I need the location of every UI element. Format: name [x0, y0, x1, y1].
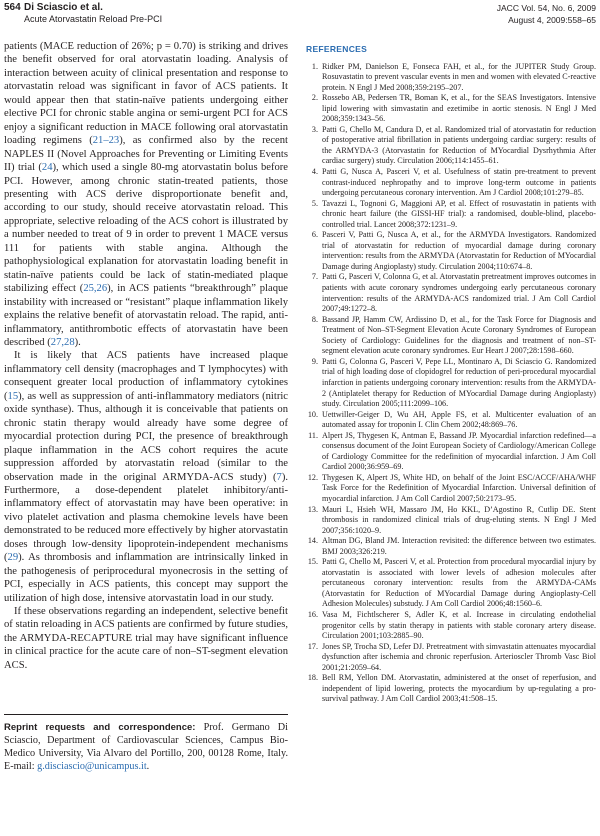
reference-number: 15.: [307, 557, 318, 567]
reprint-address: Prof. Germano Di Sciascio, Department of Cardiovascular Sciences, Campus Bio-Medico University, Via Alvaro del Portillo, 200, 00128 Rome, Italy. E-mail:: [4, 722, 288, 772]
reprint-label: Reprint requests and correspondence:: [4, 722, 196, 733]
body-text: ).: [74, 336, 81, 348]
reference-item: [306, 315, 596, 357]
reference-item: [306, 62, 596, 94]
reference-text: Bell RM, Yellon DM. Atorvastatin, administered at the onset of reperfusion, and independent of lipid lowering, protects the myocardium by up-regulating a pro-survival pathway. J Am Coll Cardiol 2003;41:508–15.: [322, 673, 596, 704]
reference-item: [306, 673, 596, 705]
citation-link[interactable]: 25,26: [83, 283, 108, 295]
reference-text: Altman DG, Bland JM. Interaction revisited: the difference between two estimates. BMJ 2003;326:219.: [322, 536, 596, 556]
reference-text: Alpert JS, Thygesen K, Antman E, Bassand JP. Myocardial infarction redefined—a consensus document of the Joint European Society of Cardiology/American College of Cardiology Committee for the redefinition of myocardial infarction. J Am Coll Cardiol 2000;36:959–69.: [322, 430, 596, 472]
reference-item: [306, 272, 596, 314]
reference-text: Mauri L, Hsieh WH, Massaro JM, Ho KKL, D’Agostino R, Cutlip DE. Stent thrombosis in randomized clinical trials of drug-eluting stents. N Engl J Med 2007;356:1020–9.: [322, 504, 596, 535]
reference-number: 6.: [311, 230, 318, 240]
reference-item: [306, 431, 596, 473]
reference-number: 7.: [311, 272, 318, 282]
reprint-correspondence: [4, 714, 288, 773]
body-text-column: [4, 40, 288, 672]
reference-item: [306, 125, 596, 167]
email-link[interactable]: g.disciascio@unicampus.it: [37, 761, 147, 772]
reference-text: Vasa M, Fichtlscherer S, Adler K, et al. Increase in circulating endothelial progenitor cells by statin therapy in patients with stable coronary artery disease. Circulation 2001;103:2885–90.: [322, 609, 596, 641]
reference-text: Rossebo AB, Pedersen TR, Boman K, et al., for the SEAS Investigators. Intensive lipid lowering with simvastatin and ezetimibe in aortic stenosis. N Engl J Med 2008;359:1343–56.: [322, 93, 596, 124]
reference-item: [306, 357, 596, 410]
body-text: ). As thrombosis and inflammation are intrinsically linked in the pathogenesis of periprocedural myonecrosis in the setting of PCI, especially in ACS patients, this concept may support the utilization of high dose, intensive atorvastatin load in our study.: [4, 552, 288, 604]
citation-link[interactable]: 29: [7, 552, 19, 564]
reference-text: Patti G, Chello M, Candura D, et al. Randomized trial of atorvastatin for reduction of postoperative atrial fibrillation in patients undergoing cardiac surgery: results of the ARMYDA-3 (Atorvastatin for Reduction of MYocardial Dysrhythmia After cardiac surgery) study. Circulation 2006;114:1455–61.: [322, 124, 596, 166]
reference-number: 13.: [307, 504, 318, 514]
citation-link[interactable]: 21–23: [92, 135, 120, 147]
reference-number: 3.: [311, 124, 318, 134]
reference-item: [306, 199, 596, 231]
reference-text: Thygesen K, Alpert JS, White HD, on behalf of the Joint ESC/ACCF/AHA/WHF Task Force for the Redefinition of Myocardial Infarction. Universal definition of myocardial infarction. J Am Coll Cardiol 2007;50:2173–95.: [322, 472, 596, 503]
running-authors: Di Sciascio et al.: [24, 2, 103, 13]
body-paragraph: [4, 349, 288, 605]
journal-date-pages: August 4, 2009:558–65: [508, 15, 596, 25]
body-text: ). Furthermore, a dose-dependent platelet inhibitory/anti-inflammatory effect of atorvastatin may have been operative: in vivo platelet activation and plasma chemokine levels have been demonstrated to be reduced more effectively by higher atorvastatin doses through low-density lipoprotein-independent mechanisms (: [4, 471, 288, 564]
reference-item: [306, 93, 596, 125]
journal-volume: JACC Vol. 54, No. 6, 2009: [496, 3, 596, 13]
reference-item: [306, 410, 596, 431]
reference-text: Patti G, Chello M, Pasceri V, et al. Protection from procedural myocardial injury by atorvastatin is associated with lower levels of adhesion molecules after percutaneous coronary intervention: results from the ARMYDA-CAMs (Atorvastatin for Reduction of MYocardial Damage during Angioplasty-Cell Adhesion Molecules) substudy. J Am Coll Cardiol 2006;48:1560–6.: [322, 557, 596, 609]
reference-list: [306, 62, 596, 705]
reference-number: 16.: [307, 609, 318, 619]
reference-text: Jones SP, Trocha SD, Lefer DJ. Pretreatment with simvastatin attenuates myocardial dysfunction after ischemia and chronic reperfusion. Arterioscler Thromb Vasc Biol 2001;21:2059–64.: [322, 641, 596, 672]
body-paragraph: [4, 40, 288, 349]
reference-number: 10.: [307, 409, 318, 419]
body-text: It is likely that ACS patients have increased plaque inflammatory cell density (macrophages and T lymphocytes) with consequent greater local production of inflammatory cytokines (: [4, 350, 288, 402]
citation-link[interactable]: 27,28: [50, 336, 75, 348]
reference-item: [306, 167, 596, 199]
reference-item: [306, 536, 596, 557]
reference-number: 18.: [307, 673, 318, 683]
reference-number: 8.: [311, 314, 318, 324]
page-number: 564: [4, 2, 21, 13]
body-text: ), as confirmed also by the recent NAPLES II (Novel Approaches for Preventing or Limiting Events II) trial (: [4, 135, 288, 174]
reference-text: Bassand JP, Hamm CW, Ardissino D, et al., for the Task Force for Diagnosis and Treatment of Non–ST-Segment Elevation Acute Coronary Syndromes of European Society of Cardiology: Guidelines for the diagnosis and treatment of non–ST-segment elevation acute coronary syndromes. Eur Heart J 2007;28:1598–660.: [322, 314, 596, 356]
citation-link[interactable]: 15: [7, 390, 19, 402]
body-text: ), as well as suppression of anti-inflammatory mediators (nitric oxide synthase). Thus, although it is conceivable that patients on chronic statin therapy would already have some degree of myocardial protection during PCI, the presence of breakthrough plaque inflammation in the ACS cohort requires the acute suppression afforded by atorvastatin reload (similar to the observation made in the original ARMYDA-ACS study) (: [4, 390, 288, 483]
reference-text: Tavazzi L, Tognoni G, Maggioni AP, et al. Effect of rosuvastatin in patients with chronic heart failure (the GISSI-HF trial): a randomised, double-blind, placebo-controlled trial. Lancet 2008;372:1231–9.: [322, 198, 596, 229]
reference-item: [306, 505, 596, 537]
reference-text: Pasceri V, Patti G, Nusca A, et al., for the ARMYDA Investigators. Randomized trial of atorvastatin for reduction of myocardial damage during coronary intervention: results from the ARMYDA (Atorvastatin for Reduction of MYocardial Damage during Angioplasty) study. Circulation 2004;110:674–8.: [322, 230, 596, 271]
references-column: [306, 44, 596, 705]
reference-text: Uettwiller-Geiger D, Wu AH, Apple FS, et al. Multicenter evaluation of an automated assay for troponin I. Clin Chem 2002;48:869–76.: [322, 409, 596, 430]
reference-number: 1.: [311, 61, 318, 71]
body-text: ), in ACS patients “breakthrough” plaque instability with increased or “resistant” plaque inflammation likely explains the relative benefit of atorvastatin reload. The rapid, anti-inflammatory, antithrombotic effects of atorvastatin have been described (: [4, 283, 288, 348]
reference-number: 17.: [307, 641, 318, 651]
citation-link[interactable]: 7: [276, 471, 282, 483]
reference-item: [306, 557, 596, 610]
reference-text: Patti G, Colonna G, Pasceri V, Pepe LL, Montinaro A, Di Sciascio G. Randomized trial of high loading dose of clopidogrel for reduction of peri-procedural myocardial infarction in patients undergoing coronary intervention: results from the ARMYDA-2 (Antiplatelet therapy for Reduction of MYocardial Damage during Angioplasty) study. Circulation 2005;111:2099–106.: [322, 356, 596, 409]
running-header: [4, 2, 596, 32]
citation-link[interactable]: 24: [41, 162, 53, 174]
reference-item: [306, 642, 596, 674]
body-paragraph: If these observations regarding an independent, selective benefit of statin reloading in ACS patients are confirmed by future studies, the ARMYDA-RECAPTURE trial may have significant influence in clinical practice for the acute care of non–ST-segment elevation ACS.: [4, 606, 288, 671]
reference-number: 4.: [311, 167, 318, 177]
reference-number: 5.: [311, 198, 318, 208]
reference-item: [306, 230, 596, 272]
reference-number: 9.: [311, 356, 318, 366]
reference-number: 14.: [307, 536, 318, 546]
reference-item: [306, 610, 596, 642]
journal-info: [497, 2, 596, 26]
reference-text: Ridker PM, Danielson E, Fonseca FAH, et al., for the JUPITER Study Group. Rosuvastatin to prevent vascular events in men and women with elevated C-reactive protein. N Engl J Med 2008;359:2195–207.: [322, 61, 596, 92]
reference-text: Patti G, Pasceri V, Colonna G, et al. Atorvastatin pretreatment improves outcomes in patients with acute coronary syndromes undergoing early percutaneous coronary intervention: results of the ARMYDA-ACS randomized trial. J Am Coll Cardiol 2007;49:1272–8.: [322, 272, 596, 314]
references-heading: REFERENCES: [306, 44, 368, 54]
running-title: Acute Atorvastatin Reload Pre-PCI: [24, 14, 163, 24]
body-text: ), which used a single 80-mg atorvastatin bolus before PCI. However, among chronic statin-treated patients, those presenting with ACS derive disproportionate benefit and, according to our study, should receive atorvastatin reload. This appropriate, selective reloading of the ACS cohort is illustrated by a number needed to treat of 9 in order to prevent 1 MACE versus 111 for patients with stable angina. Although the pathophysiological explanation for atorvastatin loading benefit in statin-naïve patients could be lack of statin-mediated plaque stabilizing effect (: [4, 162, 288, 295]
reference-number: 12.: [307, 472, 318, 482]
reprint-end: .: [146, 761, 150, 772]
reference-number: 11.: [308, 430, 318, 440]
reference-text: Patti G, Nusca A, Pasceri V, et al. Usefulness of statin pre-treatment to prevent contrast-induced nephropathy and to improve long-term outcome in patients undergoing percutaneous coronary intervention. Am J Cardiol 2008;101:279–85.: [322, 167, 596, 198]
reference-number: 2.: [311, 93, 318, 103]
reference-item: [306, 473, 596, 505]
body-text: patients (MACE reduction of 26%; p = 0.70) is striking and drives the benefit observed for oral atorvastatin loading. Analysis of interaction between acuity of clinical presentation and response to atorvastatin reload was significant in favor of ACS patients. It would appear then that statin-naïve patients undergoing either elective PCI for chronic stable angina or semi-urgent PCI for ACS enjoy a significant reduction in MACE following oral atorvastatin loading regimens (: [4, 41, 288, 147]
